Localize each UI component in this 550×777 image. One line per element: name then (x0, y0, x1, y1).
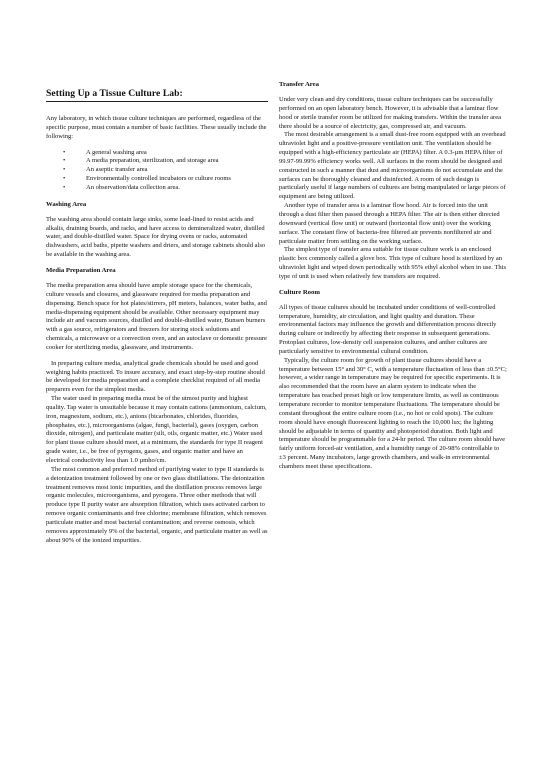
transfer-paragraph-4: The simplest type of transfer area suitable for tissue culture work is an enclosed plastic box commonly called a glove box. This type of culture hood is sterilized by an ultraviolet light and wiped down periodically with 95% ethyl alcohol when in use. This type of unit is used when relatively few transfers are required. (279, 246, 506, 280)
transfer-paragraph-3: Another type of transfer area is a laminar flow hood. Air is forced into the unit through a dust filter then passed through a HEPA filter. The air is then either directed downward (vertical flow unit) or outward (horizontal flow unit) over the working surface. The constant flow of bacteria-free filtered air prevents nonfiltered air and particulate matter from settling on the working surface. (279, 202, 500, 245)
facilities-list (46, 149, 268, 193)
transfer-area-heading: Transfer Area (279, 81, 319, 88)
media-preparation-heading: Media Preparation Area (46, 266, 116, 274)
list-item: • Environmentally controlled incubators or culture rooms (86, 175, 268, 184)
culture-paragraph-2: Typically, the culture room for growth of plant tissue cultures should have a temperature between 15° and 30° C, with a temperature fluctuation of less than ±0.5°C; however, a wider range in temperature may be required for specific experiments. It is also recommended that the room have an alarm system to indicate when the temperature has reached preset high or low temperature limits, as well as continuous temperature recorder to monitor temperature fluctuations. The temperature should be constant throughout the entire culture room (i.e., no hot or cold spots). The culture room should have enough fluorescent lighting to reach the 10,000 lux; the lighting should be adjustable in terms of quantity and photoperiod duration. Both light and temperature should be programmable for a 24-hr period. The culture room should have fairly uniform forced-air ventilation, and a humidity range of 20-98% controllable to ±3 percent. Many incubators, large growth chambers, and walk-in environmental chambers meet these specifications. (279, 356, 507, 470)
list-item: • A media preparation, sterilization, and storage area (86, 157, 268, 166)
right-column (279, 74, 507, 472)
culture-room-heading: Culture Room (279, 288, 320, 296)
transfer-paragraph-2: The most desirable arrangement is a small dust-free room equipped with an overhead ultraviolet light and a positive-pressure ventilation unit. The ventilation should be equipped with a high-efficiency particulate air (HEPA) filter. A 0.3-µm HEPA filter of 99.97-99.99% efficiency works well. All surfaces in the room should be designed and constructed in such a manner that dust and microorganisms do not accumulate and the surfaces can be thoroughly cleaned and disinfected. A room of such design is particularly useful if large numbers of cultures are being manipulated or large pieces of equipment are being utilized. (279, 131, 506, 201)
intro-paragraph: Any laboratory, in which tissue culture techniques are performed, regardless of the specific purpose, must contain a number of basic facilities. These usually include the following: (46, 115, 267, 140)
list-item: • A general washing area (86, 149, 268, 158)
transfer-paragraph-1: Under very clean and dry conditions, tissue culture techniques can be successfully performed on an open laboratory bench. However, it is advisable that a laminar flow hood or sterile transfer room be utilized for making transfers. Within the transfer area there should be a source of electricity, gas, compressed air, and vacuum. (279, 96, 501, 130)
list-item: • An observation/data collection area. (86, 184, 268, 193)
media-paragraph-4: The most common and preferred method of purifying water to type II standards is a deionization treatment followed by one or two glass distillations. The deionization treatment removes most ionic impurities, and the distillation process removes large organic molecules, microorganisms, and pyrogens. Three other methods that will produce type II purity water are absorption filtration, which uses activated carbon to remove organic contaminants and free chlorine; membrane filtration, which removes particulate matter and most bacterial contamination; and reverse osmosis, which removes approximately 9% of the bacterial, organic, and particulate matter as well as about 90% of the ionized impurities. (46, 465, 268, 544)
culture-paragraph-1: All types of tissue cultures should be incubated under conditions of well-controlled temperature, humidity, air circulation, and light quality and duration. These environmental factors may influence the growth and differentiation process directly during culture or indirectly by affecting their response in subsequent generations. Protoplast cultures, low-density cell suspension cultures, and anther cultures are particularly sensitive to environmental cultural condition. (279, 303, 497, 355)
washing-area-paragraph: The washing area should contain large sinks, some lead-lined to resist acids and alkalis, draining boards, and racks, and have access to demineralized water, distilled water, and double-distilled water. Space for drying ovens or racks, automated dishwashers, acid baths, pipette washers and driers, and storage cabinets should also be available in the washing area. (46, 215, 266, 259)
washing-area-heading: Washing Area (46, 200, 87, 208)
media-paragraph-1: The media preparation area should have ample storage space for the chemicals, culture vessels and closures, and glassware required for media preparation and dispensing. Bench space for hot plates/stirrers, pH meters, balances, water baths, and media-dispensing equipment should be available. Other necessary equipment may include air and vacuum sources, distilled and double-distilled water, Bunsen burners with a gas source, refrigerators and freezers for storing stock solutions and chemicals, a microwave or a convection oven, and an autoclave or domestic pressure cooker for sterilizing media, glassware, and instruments. (46, 281, 267, 351)
list-item: • An aseptic transfer area (86, 166, 268, 175)
media-paragraph-2: In preparing culture media, analytical grade chemicals should be used and good weighing habits practiced. To insure accuracy, and exact step-by-step routine should be developed for media preparation and a complete checklist required of all media preparers even for the simplest media. (46, 359, 265, 394)
left-column (46, 76, 268, 545)
media-paragraph-3: The water used in preparing media must be of the utmost purity and highest quality. Tap water is unsuitable because it may contain cations (ammonium, calcium, iron, magnesium, sodium, etc.), anions (bicarbonates, chlorides, fluorides, phosphates, etc.), microorganisms (algae, fungi, bacterial), gases (oxygen, carbon dioxide, nitrogen), and particulate matter (silt, oils, organic matter, etc.) Water used for plant tissue culture should meet, at a minimum, the standards for type II reagent grade water, i.e., be free of pyrogens, gases, and organic matter and have an electrical conductivity less than 1.0 µmho/cm. (46, 395, 267, 464)
page-title: Setting Up a Tissue Culture Lab: (46, 88, 268, 102)
